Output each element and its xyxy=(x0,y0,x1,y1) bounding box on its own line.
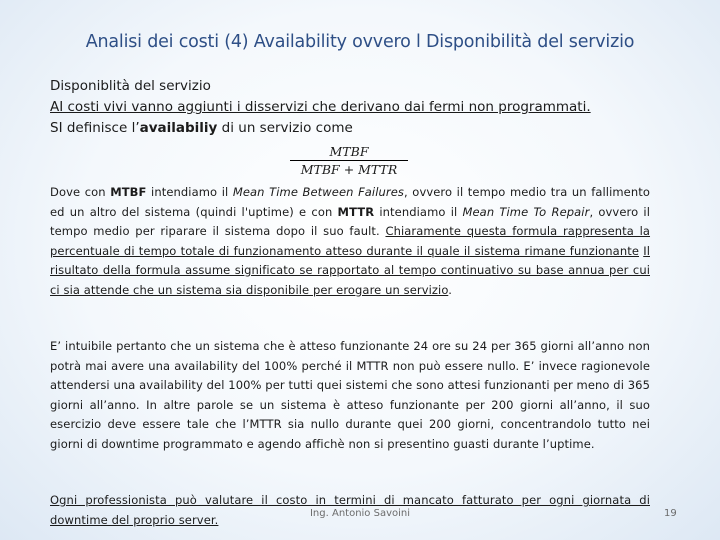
formula-denominator: MTBF + MTTR xyxy=(300,162,398,177)
formula-significance: Il risultato della formula assume significato se rapportato al tempo continuativo su base annua per cui ci sia attende che un sistema sia disponibile per erogare un servizio xyxy=(50,243,650,297)
formula-meaning: Chiaramente questa formula rappresenta la percentuale di tempo totale di funzionamento atteso durante il quale il sistema rimane funzionante xyxy=(50,224,651,258)
mttr-definition: Mean Time To Repair xyxy=(462,204,590,219)
definition-text-end: di un servizio come xyxy=(217,120,353,136)
mttr-term: MTTR xyxy=(337,204,375,219)
formula-numerator: MTBF xyxy=(329,144,369,159)
fraction-bar xyxy=(290,160,408,161)
closing-paragraph: Ogni professionista può valutare il costo in termini di mancato fatturato per ogni giornata di downtime del proprio server. xyxy=(50,493,650,527)
availability-term: availabiliy xyxy=(139,120,218,136)
definition-text: SI definisce l’ xyxy=(50,120,140,136)
page-number: 19 xyxy=(664,508,677,519)
mtbf-definition: Mean Time Between Failures xyxy=(232,185,405,199)
availability-formula xyxy=(290,144,408,177)
definitions-paragraph: Dove con MTBF intendiamo il Mean Time Between Failures, ovvero il tempo medio tra un fallimento ed un altro del sistema (quindi l'uptime) e con MTTR intendiamo il Mean Time To Repair, ovvero il tempo medio per riparare il sistema dopo il suo fault. Chiaramente questa formula rappresenta la percentuale di tempo totale di funzionamento atteso durante il quale il sistema rimane funzionante Il risultato della formula assume significato se rapportato al tempo continuativo su base annua per cui ci sia attende che un sistema sia disponibile per erogare un servizio. xyxy=(50,185,651,297)
section-heading: Disponiblità del servizio xyxy=(50,78,211,94)
availability-paragraph: E’ intuibile pertanto che un sistema che è atteso funzionante 24 ore su 24 per 365 giorni all’anno non potrà mai avere una availability del 100% perché il MTTR non può essere nullo. E’ invece ragionevole attendersi una availability del 100% per tutti quei sistemi che sono attesi funzionanti per meno di 365 giorni all’anno. In altre parole se un sistema è atteso funzionante per 200 giorni all’anno, il suo esercizio deve essere tale che l’MTTR sia nullo durante quei 200 giorni, concentrandolo tutto nei giorni di downtime programmato e agendo affichè non si presentino guasti durante l’uptime. xyxy=(50,339,650,451)
slide-title: Analisi dei costi (4) Availability ovvero l Disponibilità del servizio xyxy=(85,32,635,52)
footer-author: Ing. Antonio Savoini xyxy=(309,508,411,519)
definition-line xyxy=(50,120,353,136)
mtbf-term: MTBF xyxy=(110,185,147,199)
intro-line: AI costi vivi vanno aggiunti i disservizi che derivano dai fermi non programmati. xyxy=(50,99,591,115)
